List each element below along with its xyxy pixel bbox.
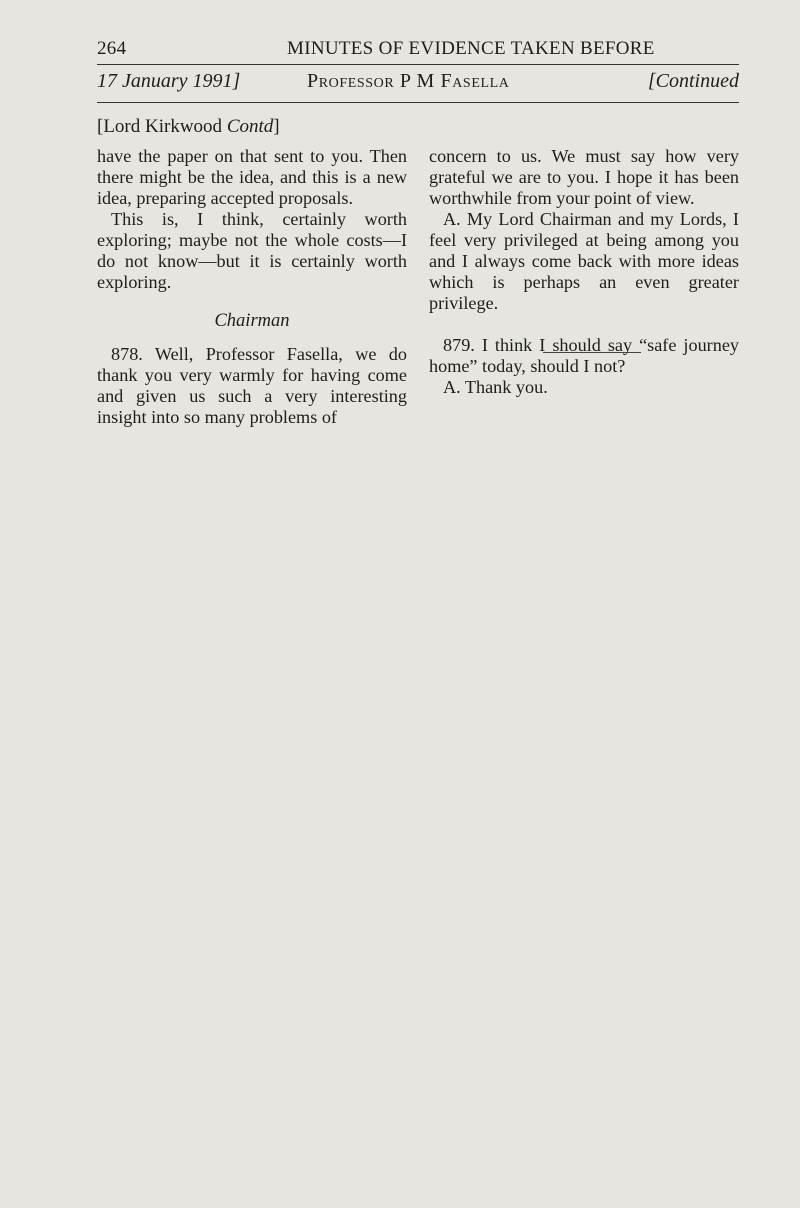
header-rule-top [97,64,739,65]
paragraph: This is, I think, certainly worth exploring; maybe not the whole costs—I do not know—but it is certainly worth exploring. [97,209,407,292]
question-878: 878. Well, Professor Fasella, we do thank you very warmly for having come and given us such a very interesting insight into so many problems of [97,344,407,427]
right-column [429,146,739,398]
speaker-continued-label: [Lord Kirkwood Contd] [97,116,280,137]
witness-name: Professor P M Fasella [307,70,510,92]
hearing-date: 17 January 1991] [97,70,241,92]
running-title: MINUTES OF EVIDENCE TAKEN BEFORE [287,38,655,59]
paragraph: concern to us. We must say how very grateful we are to you. I hope it has been worthwhile from your point of view. [429,146,739,208]
end-rule [543,352,641,353]
continued-label: [Continued [647,70,739,92]
header-rule-bottom [97,102,739,103]
page-number: 264 [97,38,127,59]
answer-paragraph: A. Thank you. [443,377,548,397]
paragraph: have the paper on that sent to you. Then there might be the idea, and this is a new idea, preparing accepted proposals. [97,146,407,208]
answer-paragraph: A. My Lord Chairman and my Lords, I feel very privileged at being among you and I always come back with more ideas which is perhaps an even greater privilege. [429,209,739,313]
left-column [97,146,407,428]
question-879: 879. I think I should say “safe journey home” today, should I not? [429,335,739,376]
chairman-heading: Chairman [214,311,290,331]
